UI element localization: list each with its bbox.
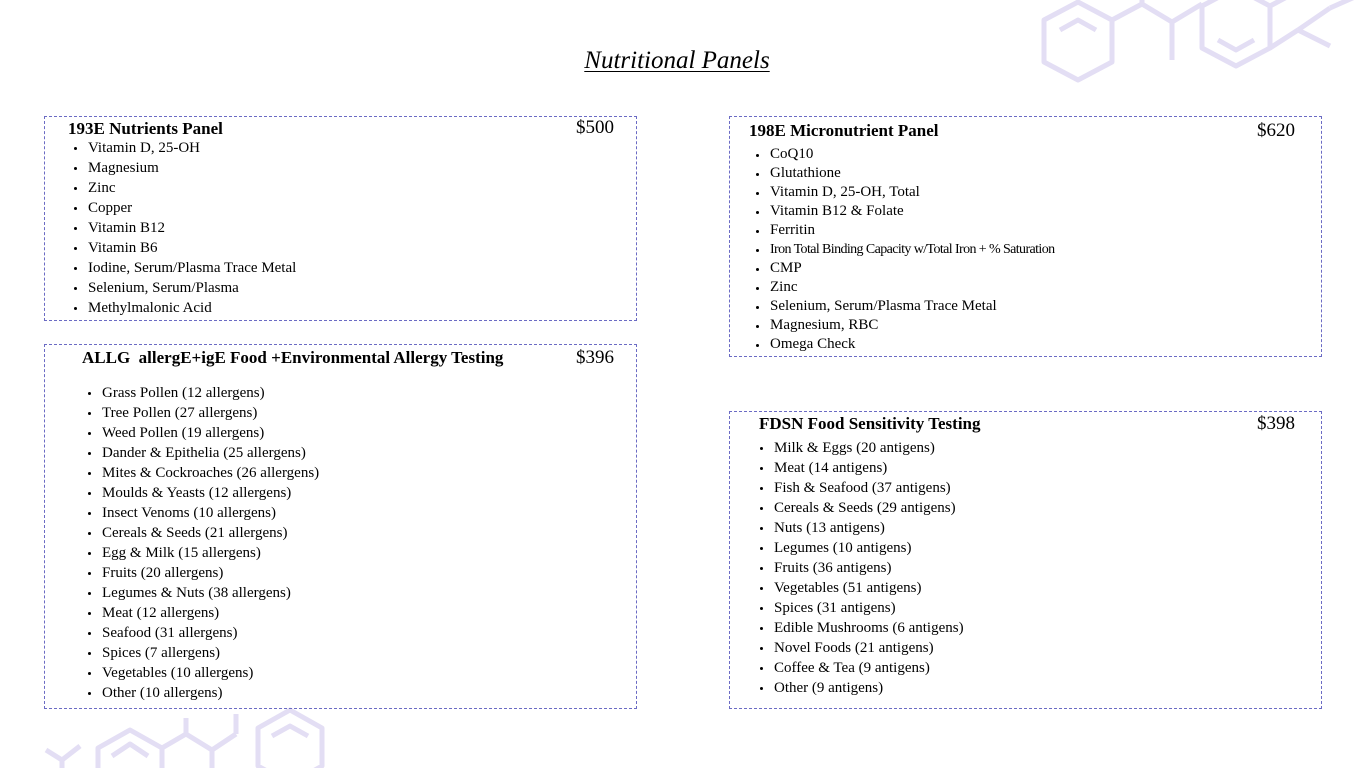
list-item: Novel Foods (21 antigens) [760,638,964,658]
list-item: Zinc [74,178,296,198]
panel-193e-nutrients [44,116,637,321]
list-item: Iodine, Serum/Plasma Trace Metal [74,258,296,278]
panel-price: $396 [576,347,614,368]
panel-title: FDSN Food Sensitivity Testing [759,414,981,433]
list-item: Other (9 antigens) [760,678,964,698]
list-item: Vitamin B12 [74,218,296,238]
list-item: Seafood (31 allergens) [88,623,319,643]
list-item: Nuts (13 antigens) [760,518,964,538]
list-item: Legumes & Nuts (38 allergens) [88,583,319,603]
hexagon-molecule-icon [40,700,340,768]
list-item: Cereals & Seeds (21 allergens) [88,523,319,543]
list-item: Vitamin D, 25-OH [74,138,296,158]
list-item: CoQ10 [756,145,1055,164]
list-item: Copper [74,198,296,218]
panel-fdsn-food-sensitivity [729,411,1322,709]
list-item: Magnesium, RBC [756,316,1055,335]
panel-title: 193E Nutrients Panel [68,119,223,138]
panel-price: $398 [1257,413,1295,434]
list-item: Glutathione [756,164,1055,183]
list-item: Grass Pollen (12 allergens) [88,383,319,403]
list-item: Spices (7 allergens) [88,643,319,663]
list-item: Selenium, Serum/Plasma [74,278,296,298]
page-title: Nutritional Panels [584,47,770,74]
list-item: Other (10 allergens) [88,683,319,703]
list-item: Fruits (36 antigens) [760,558,964,578]
list-item: Moulds & Yeasts (12 allergens) [88,483,319,503]
list-item: Weed Pollen (19 allergens) [88,423,319,443]
list-item: Insect Venoms (10 allergens) [88,503,319,523]
panel-title: ALLG allergE+igE Food +Environmental Allergy Testing [82,348,504,367]
list-item: CMP [756,259,1055,278]
list-item: Vitamin D, 25-OH, Total [756,183,1055,202]
list-item: Omega Check [756,335,1055,354]
panel-198e-micronutrient [729,116,1322,357]
list-item: Vitamin B6 [74,238,296,258]
list-item: Legumes (10 antigens) [760,538,964,558]
panel-item-list [88,383,319,703]
panel-item-list [760,438,964,698]
list-item: Meat (12 allergens) [88,603,319,623]
list-item: Meat (14 antigens) [760,458,964,478]
list-item: Tree Pollen (27 allergens) [88,403,319,423]
list-item: Fish & Seafood (37 antigens) [760,478,964,498]
list-item: Spices (31 antigens) [760,598,964,618]
list-item: Fruits (20 allergens) [88,563,319,583]
list-item: Milk & Eggs (20 antigens) [760,438,964,458]
list-item: Cereals & Seeds (29 antigens) [760,498,964,518]
list-item: Egg & Milk (15 allergens) [88,543,319,563]
panel-title: 198E Micronutrient Panel [749,121,939,140]
list-item: Edible Mushrooms (6 antigens) [760,618,964,638]
list-item: Magnesium [74,158,296,178]
list-item: Mites & Cockroaches (26 allergens) [88,463,319,483]
list-item: Ferritin [756,221,1055,240]
panel-item-list [74,138,296,318]
panel-allg-allergy-testing [44,344,637,709]
list-item: Coffee & Tea (9 antigens) [760,658,964,678]
list-item: Vitamin B12 & Folate [756,202,1055,221]
list-item: Selenium, Serum/Plasma Trace Metal [756,297,1055,316]
list-item: Methylmalonic Acid [74,298,296,318]
panel-item-list [756,145,1055,354]
list-item: Zinc [756,278,1055,297]
panel-price: $620 [1257,120,1295,141]
panel-price: $500 [576,117,614,138]
list-item: Vegetables (10 allergens) [88,663,319,683]
list-item: Iron Total Binding Capacity w/Total Iron + % Saturation [756,240,1055,259]
list-item: Dander & Epithelia (25 allergens) [88,443,319,463]
list-item: Vegetables (51 antigens) [760,578,964,598]
